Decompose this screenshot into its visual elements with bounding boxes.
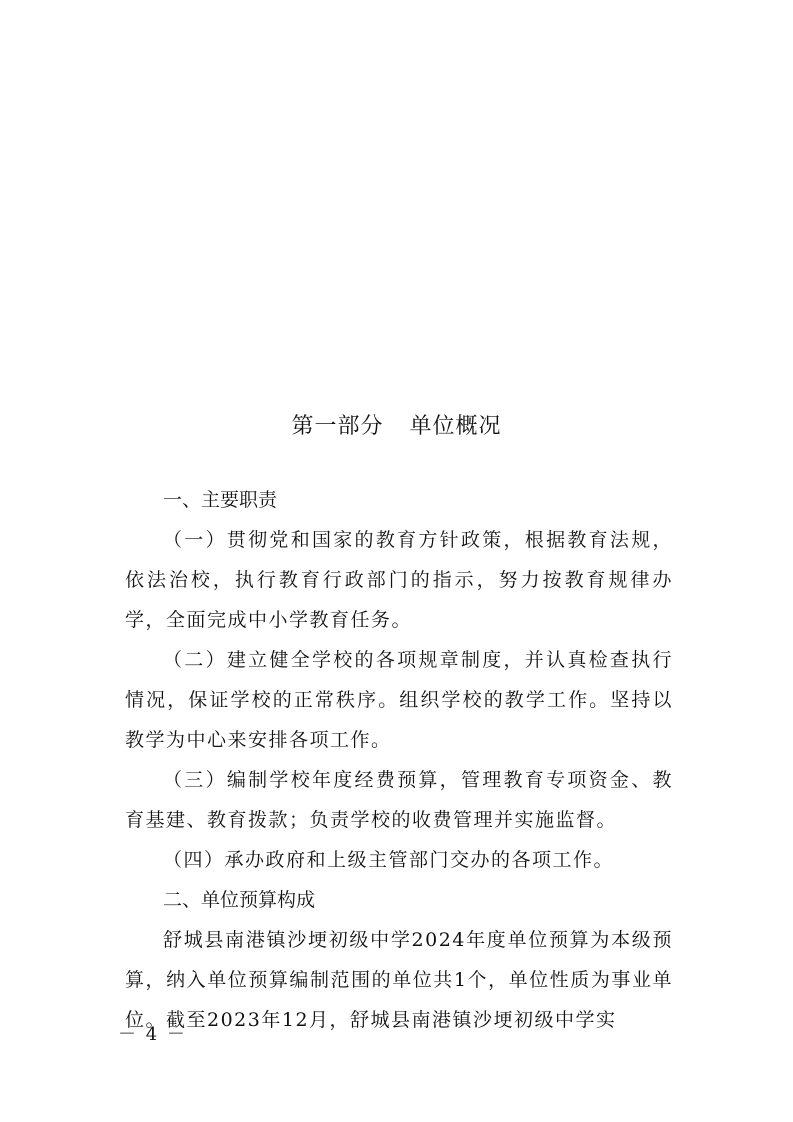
paragraph-duty-1: （一）贯彻党和国家的教育方针政策，根据教育法规，依法治校，执行教育行政部门的指示，努力按教育规律办学，全面完成中小学教育任务。 — [125, 529, 673, 631]
paragraph-duty-2: （二）建立健全学校的各项规章制度，并认真检查执行情况，保证学校的正常秩序。组织学校的教学工作。坚持以教学为中心来安排各项工作。 — [125, 649, 673, 751]
paragraph-budget-composition: 舒城县南港镇沙埂初级中学2024年度单位预算为本级预算，纳入单位预算编制范围的单位共1个，单位性质为事业单位。截至2023年12月，舒城县南港镇沙埂初级中学实 — [125, 929, 673, 1031]
body-text — [125, 480, 673, 1040]
section-heading-duties: 一、主要职责 — [163, 489, 278, 511]
part-title — [0, 409, 793, 440]
part-title-text: 单位概况 — [409, 414, 502, 439]
section-heading-budget-composition: 二、单位预算构成 — [163, 889, 316, 911]
paragraph-duty-3: （三）编制学校年度经费预算，管理教育专项资金、教育基建、教育拨款；负责学校的收费管理并实施监督。 — [125, 769, 673, 831]
page-number: － 4 － — [118, 1024, 187, 1045]
part-title-number: 第一部分 — [291, 414, 384, 439]
paragraph-duty-4: （四）承办政府和上级主管部门交办的各项工作。 — [163, 849, 615, 871]
